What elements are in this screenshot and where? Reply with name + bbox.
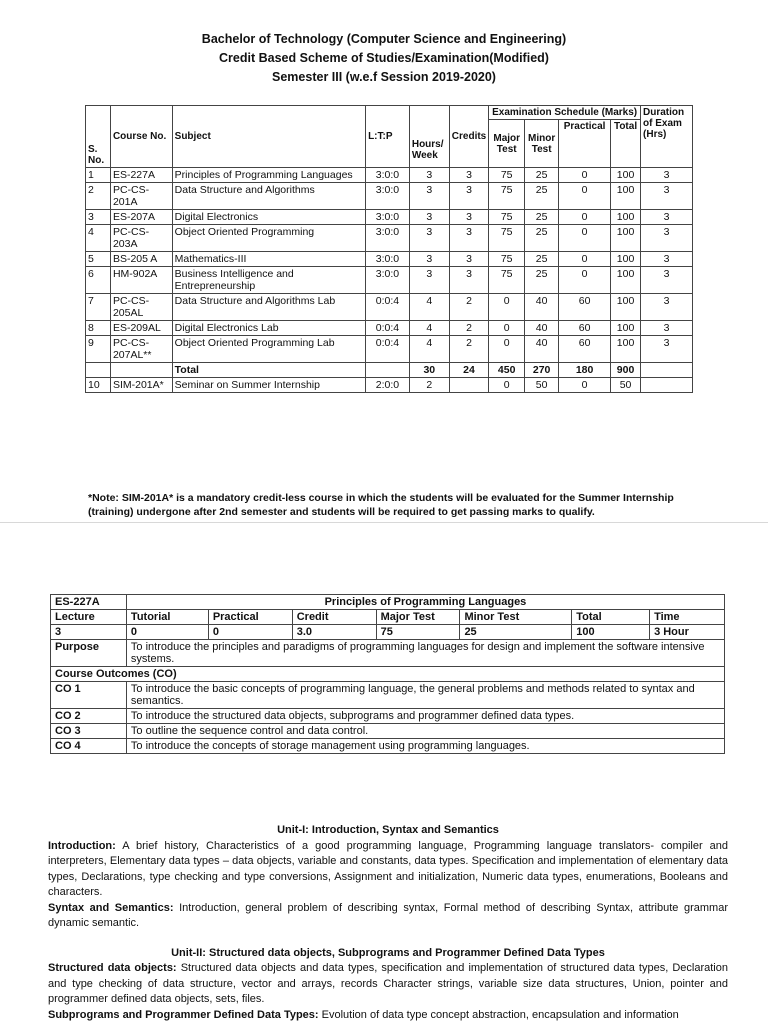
scheme-row	[86, 252, 693, 267]
co-row	[51, 682, 725, 709]
cell-practical: 0	[559, 168, 611, 183]
cell-practical: 0	[559, 210, 611, 225]
seminar-total: 50	[611, 378, 641, 393]
cell-duration: 3	[641, 336, 693, 363]
header-exam-schedule: Examination Schedule (Marks)	[489, 106, 641, 120]
value-major: 75	[376, 625, 460, 640]
scheme-row	[86, 183, 693, 210]
subprograms-text: Evolution of data type concept abstraction, encapsulation and information	[318, 1008, 679, 1021]
structured-text: Structured data objects and data types, specification and implementation of structured data types, Declaration and type checking of data structure, vector and arrays, records Character strings, variable size data structures, Union, pointer and programmer defined data objects, sets, files.	[48, 962, 728, 1005]
cell-practical: 0	[559, 267, 611, 294]
value-time: 3 Hour	[650, 625, 725, 640]
co-id: CO 4	[51, 739, 127, 754]
cell-total: 100	[611, 210, 641, 225]
cell-ltp: 3:0:0	[366, 225, 410, 252]
label-time: Time	[650, 610, 725, 625]
cell-course: HM-902A	[110, 267, 172, 294]
cell-course: PC-CS-205AL	[110, 294, 172, 321]
cell-total: 100	[611, 294, 641, 321]
introduction-paragraph	[48, 839, 728, 901]
label-lecture: Lecture	[51, 610, 127, 625]
cell-total: 100	[611, 321, 641, 336]
subprograms-paragraph	[48, 1008, 728, 1024]
program-title: Bachelor of Technology (Computer Science and Engineering)	[201, 32, 567, 46]
cell-ltp: 3:0:0	[366, 168, 410, 183]
cell-duration: 3	[641, 294, 693, 321]
cell-practical: 0	[559, 252, 611, 267]
cell-credits: 2	[449, 336, 488, 363]
header-hours: Hours/ Week	[409, 106, 449, 168]
cell-duration: 3	[641, 210, 693, 225]
cell-hours: 3	[409, 267, 449, 294]
cell-subject: Object Oriented Programming Lab	[172, 336, 365, 363]
cell-major: 75	[489, 252, 525, 267]
cell-credits: 3	[449, 252, 488, 267]
unit-2-title: Unit-II: Structured data objects, Subprograms and Programmer Defined Data Types	[171, 946, 605, 959]
cell-credits: 3	[449, 267, 488, 294]
scheme-row	[86, 321, 693, 336]
cell-course: PC-CS-203A	[110, 225, 172, 252]
cell-minor: 40	[525, 336, 559, 363]
header-practical: Practical	[559, 120, 611, 168]
cell-course: PC-CS-207AL**	[110, 336, 172, 363]
cell-duration: 3	[641, 183, 693, 210]
seminar-major: 0	[489, 378, 525, 393]
value-lecture: 3	[51, 625, 127, 640]
header-ltp: L:T:P	[366, 106, 410, 168]
cell-sno: 6	[86, 267, 111, 294]
seminar-hours: 2	[409, 378, 449, 393]
co-row	[51, 709, 725, 724]
co-id: CO 2	[51, 709, 127, 724]
value-total: 100	[572, 625, 650, 640]
cell-total: 100	[611, 183, 641, 210]
cell-minor: 25	[525, 183, 559, 210]
cell-ltp: 0:0:4	[366, 294, 410, 321]
scheme-row	[86, 336, 693, 363]
cell-minor: 25	[525, 168, 559, 183]
page-divider	[0, 522, 768, 523]
cell-major: 0	[489, 294, 525, 321]
cell-subject: Mathematics-III	[172, 252, 365, 267]
cell-major: 75	[489, 225, 525, 252]
internship-note: *Note: SIM-201A* is a mandatory credit-less course in which the students will be evaluated for the Summer Internship (training) undergone after 2nd semester and students will be required to get passing marks to qualify.	[88, 492, 674, 518]
label-practical: Practical	[208, 610, 292, 625]
scheme-table	[85, 105, 693, 393]
cell-course: ES-207A	[110, 210, 172, 225]
syntax-label: Syntax and Semantics:	[48, 901, 174, 914]
cell-practical: 60	[559, 294, 611, 321]
cell-duration: 3	[641, 321, 693, 336]
total-minor: 270	[525, 363, 559, 378]
co-row	[51, 724, 725, 739]
cell-credits: 2	[449, 321, 488, 336]
cell-ltp: 3:0:0	[366, 252, 410, 267]
cell-subject: Digital Electronics Lab	[172, 321, 365, 336]
cell-ltp: 3:0:0	[366, 210, 410, 225]
document-header	[0, 30, 768, 87]
value-tutorial: 0	[126, 625, 208, 640]
co-id: CO 3	[51, 724, 127, 739]
cell-total: 100	[611, 225, 641, 252]
scheme-row	[86, 267, 693, 294]
header-credits: Credits	[449, 106, 488, 168]
syntax-paragraph	[48, 901, 728, 932]
cell-ltp: 0:0:4	[366, 321, 410, 336]
value-minor: 25	[460, 625, 572, 640]
cell-hours: 3	[409, 225, 449, 252]
total-label: Total	[172, 363, 365, 378]
scheme-row	[86, 210, 693, 225]
total-credits: 24	[449, 363, 488, 378]
header-major: Major Test	[489, 120, 525, 168]
cell-ltp: 0:0:4	[366, 336, 410, 363]
cell-hours: 4	[409, 336, 449, 363]
course-title: Principles of Programming Languages	[126, 595, 724, 610]
cell-major: 75	[489, 267, 525, 294]
cell-subject: Data Structure and Algorithms	[172, 183, 365, 210]
co-id: CO 1	[51, 682, 127, 709]
structured-label: Structured data objects:	[48, 962, 177, 974]
cell-course: BS-205 A	[110, 252, 172, 267]
label-major: Major Test	[376, 610, 460, 625]
cell-minor: 25	[525, 225, 559, 252]
purpose-label: Purpose	[51, 640, 127, 667]
value-practical: 0	[208, 625, 292, 640]
cell-minor: 40	[525, 294, 559, 321]
co-text: To introduce the concepts of storage management using programming languages.	[126, 739, 724, 754]
introduction-text: A brief history, Characteristics of a good programming language, Programming language translators- compiler and interpreters, Elementary data types – data objects, variable and constants, data types. Specification and implementation of elementary data types, Declarations, type checking and type conversions, Assignment and initialization, Numeric data types, enumerations, Booleans and characters.	[48, 839, 728, 898]
seminar-row	[86, 378, 693, 393]
cell-practical: 60	[559, 336, 611, 363]
cell-sno: 2	[86, 183, 111, 210]
cell-subject: Data Structure and Algorithms Lab	[172, 294, 365, 321]
cell-minor: 25	[525, 210, 559, 225]
syllabus	[48, 817, 728, 1023]
introduction-label: Introduction:	[48, 839, 116, 852]
scheme-row	[86, 168, 693, 183]
structured-paragraph	[48, 961, 728, 1008]
cell-duration: 3	[641, 267, 693, 294]
cell-course: PC-CS-201A	[110, 183, 172, 210]
scheme-title: Credit Based Scheme of Studies/Examination(Modified)	[219, 51, 549, 65]
seminar-course: SIM-201A*	[110, 378, 172, 393]
cell-total: 100	[611, 168, 641, 183]
cell-sno: 7	[86, 294, 111, 321]
cell-course: ES-227A	[110, 168, 172, 183]
cell-minor: 25	[525, 252, 559, 267]
semester-title: Semester III (w.e.f Session 2019-2020)	[272, 70, 496, 84]
cell-minor: 25	[525, 267, 559, 294]
header-sno: S. No.	[86, 106, 111, 168]
subprograms-label: Subprograms and Programmer Defined Data Types:	[48, 1008, 319, 1021]
header-total: Total	[611, 120, 641, 168]
cell-credits: 2	[449, 294, 488, 321]
scheme-row	[86, 225, 693, 252]
total-major: 450	[489, 363, 525, 378]
label-total: Total	[572, 610, 650, 625]
total-row	[86, 363, 693, 378]
cell-subject: Object Oriented Programming	[172, 225, 365, 252]
label-tutorial: Tutorial	[126, 610, 208, 625]
cell-total: 100	[611, 252, 641, 267]
cell-major: 0	[489, 321, 525, 336]
purpose-text: To introduce the principles and paradigms of programming languages for design and implement the software intensive systems.	[126, 640, 724, 667]
seminar-practical: 0	[559, 378, 611, 393]
co-text: To outline the sequence control and data control.	[126, 724, 724, 739]
cell-course: ES-209AL	[110, 321, 172, 336]
header-minor: Minor Test	[525, 120, 559, 168]
cell-duration: 3	[641, 168, 693, 183]
unit-1-title: Unit-I: Introduction, Syntax and Semantics	[277, 824, 499, 836]
cell-sno: 1	[86, 168, 111, 183]
cell-total: 100	[611, 336, 641, 363]
label-credit: Credit	[292, 610, 376, 625]
cell-major: 75	[489, 183, 525, 210]
cell-total: 100	[611, 267, 641, 294]
total-total: 900	[611, 363, 641, 378]
cell-credits: 3	[449, 210, 488, 225]
cell-sno: 5	[86, 252, 111, 267]
cell-ltp: 3:0:0	[366, 183, 410, 210]
syntax-text: Introduction, general problem of describing syntax, Formal method of describing Syntax, attribute grammar dynamic semantic.	[48, 901, 729, 929]
cell-hours: 3	[409, 252, 449, 267]
course-code: ES-227A	[51, 595, 127, 610]
co-row	[51, 739, 725, 754]
header-course-no: Course No.	[110, 106, 172, 168]
cell-subject: Principles of Programming Languages	[172, 168, 365, 183]
cell-sno: 4	[86, 225, 111, 252]
course-outcomes-header: Course Outcomes (CO)	[51, 667, 725, 682]
cell-subject: Digital Electronics	[172, 210, 365, 225]
seminar-ltp: 2:0:0	[366, 378, 410, 393]
header-duration: Duration of Exam (Hrs)	[641, 106, 693, 168]
cell-ltp: 3:0:0	[366, 267, 410, 294]
cell-hours: 3	[409, 183, 449, 210]
seminar-minor: 50	[525, 378, 559, 393]
cell-hours: 3	[409, 210, 449, 225]
scheme-header-row-1	[86, 106, 693, 120]
cell-hours: 4	[409, 321, 449, 336]
seminar-sno: 10	[86, 378, 111, 393]
cell-major: 0	[489, 336, 525, 363]
cell-practical: 0	[559, 183, 611, 210]
cell-subject: Business Intelligence and Entrepreneurship	[172, 267, 365, 294]
course-table	[50, 594, 725, 754]
cell-credits: 3	[449, 183, 488, 210]
cell-sno: 8	[86, 321, 111, 336]
scheme-row	[86, 294, 693, 321]
cell-practical: 60	[559, 321, 611, 336]
total-practical: 180	[559, 363, 611, 378]
cell-minor: 40	[525, 321, 559, 336]
total-hours: 30	[409, 363, 449, 378]
cell-sno: 9	[86, 336, 111, 363]
cell-major: 75	[489, 168, 525, 183]
cell-duration: 3	[641, 252, 693, 267]
cell-credits: 3	[449, 225, 488, 252]
header-subject: Subject	[172, 106, 365, 168]
seminar-subject: Seminar on Summer Internship	[172, 378, 365, 393]
cell-duration: 3	[641, 225, 693, 252]
label-minor: Minor Test	[460, 610, 572, 625]
co-text: To introduce the basic concepts of programming language, the general problems and methods related to syntax and semantics.	[126, 682, 724, 709]
cell-hours: 3	[409, 168, 449, 183]
co-text: To introduce the structured data objects, subprograms and programmer defined data types.	[126, 709, 724, 724]
cell-major: 75	[489, 210, 525, 225]
cell-hours: 4	[409, 294, 449, 321]
cell-credits: 3	[449, 168, 488, 183]
value-credit: 3.0	[292, 625, 376, 640]
cell-sno: 3	[86, 210, 111, 225]
cell-practical: 0	[559, 225, 611, 252]
